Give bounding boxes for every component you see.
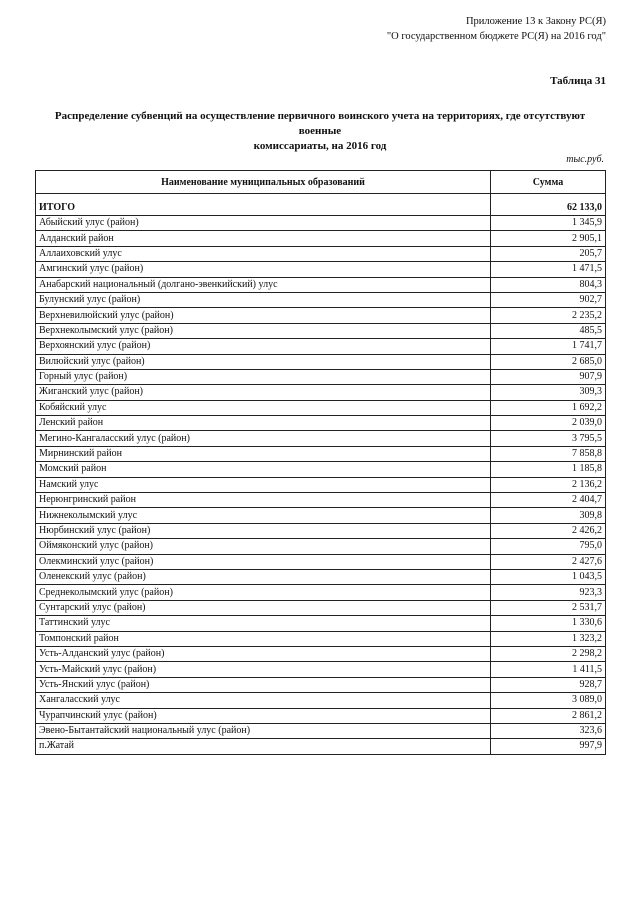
- municipality-name: Эвено-Бытантайский национальный улус (район): [36, 723, 491, 738]
- subsidy-amount: 907,9: [491, 369, 606, 384]
- subsidy-amount: 1 185,8: [491, 462, 606, 477]
- subsidy-amount: 1 471,5: [491, 262, 606, 277]
- table-row: [36, 662, 606, 677]
- municipality-name: Верхоянский улус (район): [36, 339, 491, 354]
- municipality-name: Оймяконский улус (район): [36, 539, 491, 554]
- municipality-name: Усть-Алданский улус (район): [36, 646, 491, 661]
- subsidy-amount: 2 235,2: [491, 308, 606, 323]
- municipality-name: Намский улус: [36, 477, 491, 492]
- total-row: [36, 194, 606, 216]
- total-value: 62 133,0: [491, 194, 606, 216]
- table-number: Таблица 31: [550, 75, 606, 87]
- appendix-reference: [387, 14, 606, 44]
- municipality-name: Ленский район: [36, 416, 491, 431]
- table-row: [36, 600, 606, 615]
- table-row: [36, 539, 606, 554]
- subsidy-amount: 485,5: [491, 323, 606, 338]
- table-row: [36, 416, 606, 431]
- subsidy-amount: 804,3: [491, 277, 606, 292]
- subsidy-amount: 2 905,1: [491, 231, 606, 246]
- table-row: [36, 723, 606, 738]
- subsidy-amount: 2 404,7: [491, 493, 606, 508]
- municipality-name: Таттинский улус: [36, 616, 491, 631]
- table-row: [36, 231, 606, 246]
- municipality-name: Сунтарский улус (район): [36, 600, 491, 615]
- table-row: [36, 262, 606, 277]
- municipality-name: Мирнинский район: [36, 446, 491, 461]
- municipality-name: Усть-Майский улус (район): [36, 662, 491, 677]
- table-row: [36, 493, 606, 508]
- municipality-name: Кобяйский улус: [36, 400, 491, 415]
- table-row: [36, 446, 606, 461]
- table-row: [36, 739, 606, 754]
- table-row: [36, 477, 606, 492]
- table-row: [36, 462, 606, 477]
- municipality-name: Момский район: [36, 462, 491, 477]
- subsidy-amount: 928,7: [491, 677, 606, 692]
- municipality-name: Усть-Янский улус (район): [36, 677, 491, 692]
- subsidy-amount: 3 089,0: [491, 693, 606, 708]
- municipality-name: Амгинский улус (район): [36, 262, 491, 277]
- subsidy-amount: 902,7: [491, 292, 606, 307]
- municipality-name: Жиганский улус (район): [36, 385, 491, 400]
- subsidy-amount: 2 861,2: [491, 708, 606, 723]
- subsidy-amount: 2 426,2: [491, 523, 606, 538]
- municipality-name: Абыйский улус (район): [36, 216, 491, 231]
- table-row: [36, 400, 606, 415]
- municipality-name: Хангаласский улус: [36, 693, 491, 708]
- title-line-1: Распределение субвенций на осуществление первичного воинского учета на территориях, где отсутствуют военные: [54, 110, 586, 137]
- municipality-name: Томпонский район: [36, 631, 491, 646]
- subsidy-amount: 1 323,2: [491, 631, 606, 646]
- table-row: [36, 246, 606, 261]
- document-title: [36, 109, 604, 154]
- subsidy-amount: 923,3: [491, 585, 606, 600]
- subsidy-amount: 309,3: [491, 385, 606, 400]
- subsidy-amount: 1 741,7: [491, 339, 606, 354]
- subsidy-amount: 2 427,6: [491, 554, 606, 569]
- subsidy-amount: 323,6: [491, 723, 606, 738]
- municipality-name: Алданский район: [36, 231, 491, 246]
- subsidy-amount: 2 531,7: [491, 600, 606, 615]
- municipality-name: Олекминский улус (район): [36, 554, 491, 569]
- table-row: [36, 308, 606, 323]
- title-line-2: комиссариаты, на 2016 год: [253, 140, 387, 152]
- municipality-name: Вилюйский улус (район): [36, 354, 491, 369]
- subsidy-amount: 2 136,2: [491, 477, 606, 492]
- table-row: [36, 677, 606, 692]
- subsidy-amount: 1 692,2: [491, 400, 606, 415]
- table-row: [36, 385, 606, 400]
- table-row: [36, 616, 606, 631]
- subsidy-amount: 205,7: [491, 246, 606, 261]
- municipality-name: Нижнеколымский улус: [36, 508, 491, 523]
- municipality-name: Чурапчинский улус (район): [36, 708, 491, 723]
- table-row: [36, 508, 606, 523]
- table-row: [36, 693, 606, 708]
- subsidy-amount: 1 043,5: [491, 569, 606, 584]
- subsidy-amount: 3 795,5: [491, 431, 606, 446]
- municipality-name: Нерюнгринский район: [36, 493, 491, 508]
- table-row: [36, 431, 606, 446]
- table-row: [36, 354, 606, 369]
- appendix-line-2: "О государственном бюджете РС(Я) на 2016 год": [386, 31, 606, 42]
- municipality-name: Оленекский улус (район): [36, 569, 491, 584]
- table-row: [36, 646, 606, 661]
- table-row: [36, 277, 606, 292]
- appendix-line-1: Приложение 13 к Закону РС(Я): [465, 16, 606, 27]
- total-label: ИТОГО: [36, 194, 491, 216]
- column-header-name: Наименование муниципальных образований: [36, 171, 491, 194]
- subsidy-amount: 2 039,0: [491, 416, 606, 431]
- table-row: [36, 216, 606, 231]
- municipality-name: Горный улус (район): [36, 369, 491, 384]
- table-row: [36, 292, 606, 307]
- municipality-name: Нюрбинский улус (район): [36, 523, 491, 538]
- table-row: [36, 631, 606, 646]
- table-row: [36, 369, 606, 384]
- table-row: [36, 554, 606, 569]
- subsidy-amount: 1 411,5: [491, 662, 606, 677]
- column-header-sum: Сумма: [491, 171, 606, 194]
- table-row: [36, 585, 606, 600]
- municipality-name: п.Жатай: [36, 739, 491, 754]
- subsidy-amount: 2 298,2: [491, 646, 606, 661]
- subsidy-amount: 1 330,6: [491, 616, 606, 631]
- subsidy-amount: 309,8: [491, 508, 606, 523]
- subsidy-amount: 7 858,8: [491, 446, 606, 461]
- subsidy-table: [35, 170, 606, 755]
- subsidy-amount: 997,9: [491, 739, 606, 754]
- table-row: [36, 708, 606, 723]
- table-row: [36, 523, 606, 538]
- municipality-name: Верхнеколымский улус (район): [36, 323, 491, 338]
- table-row: [36, 323, 606, 338]
- municipality-name: Аллаиховский улус: [36, 246, 491, 261]
- table-header-row: [36, 171, 606, 194]
- table-row: [36, 339, 606, 354]
- municipality-name: Мегино-Кангаласский улус (район): [36, 431, 491, 446]
- subsidy-amount: 795,0: [491, 539, 606, 554]
- municipality-name: Среднеколымский улус (район): [36, 585, 491, 600]
- unit-label: тыс.руб.: [566, 154, 604, 165]
- municipality-name: Булунский улус (район): [36, 292, 491, 307]
- municipality-name: Верхневилюйский улус (район): [36, 308, 491, 323]
- table-row: [36, 569, 606, 584]
- subsidy-amount: 1 345,9: [491, 216, 606, 231]
- municipality-name: Анабарский национальный (долгано-эвенкийский) улус: [36, 277, 491, 292]
- subsidy-amount: 2 685,0: [491, 354, 606, 369]
